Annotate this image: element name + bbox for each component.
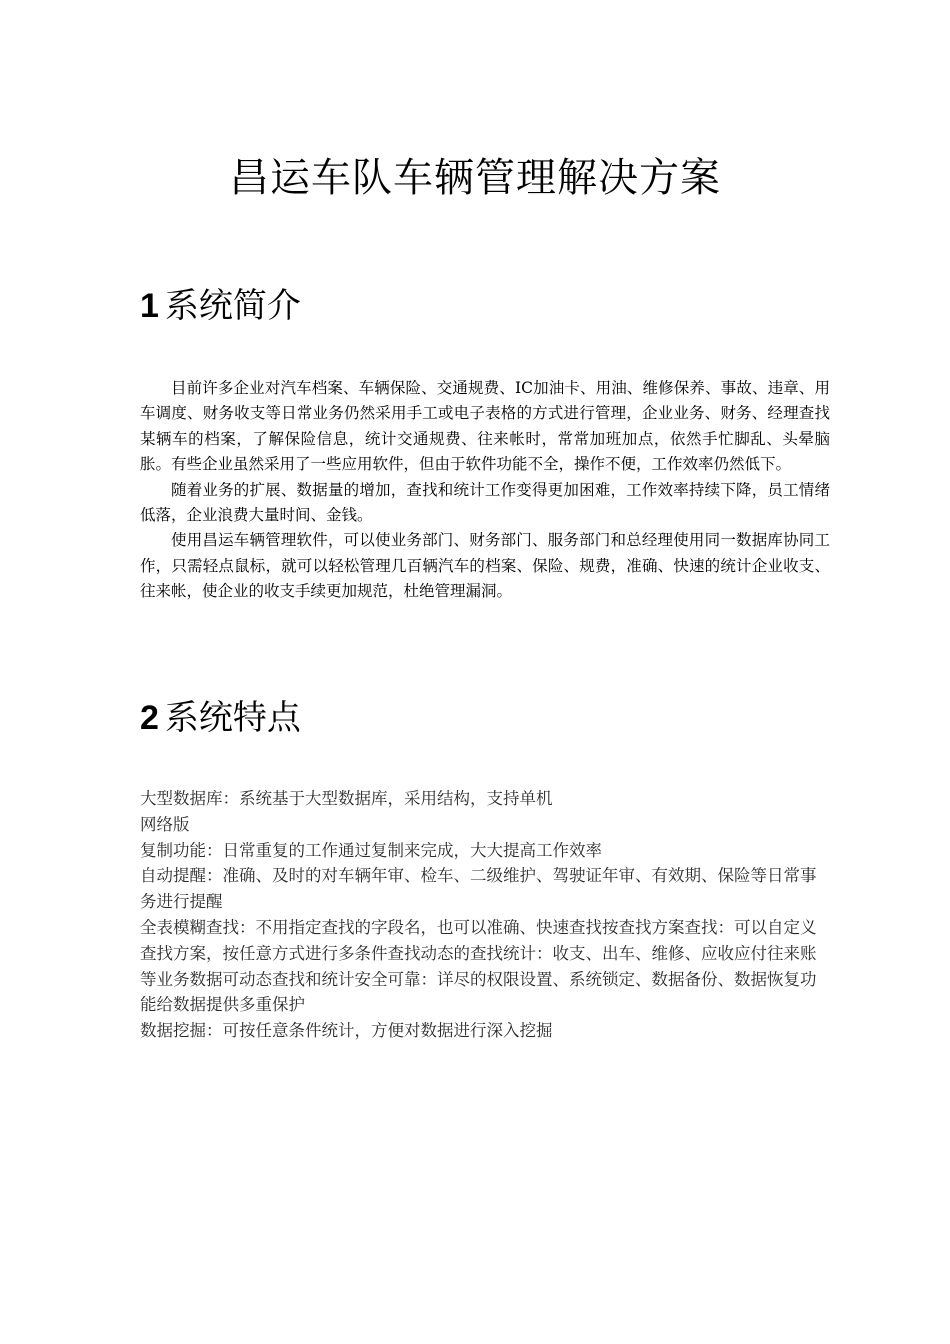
section-title: 系统特点	[164, 698, 301, 738]
section-heading-features	[140, 694, 301, 742]
feature-item: 数据挖掘：可按任意条件统计，方便对数据进行深入挖掘	[140, 1021, 553, 1041]
intro-paragraph: 目前许多企业对汽车档案、车辆保险、交通规费、IC加油卡、用油、维修保养、事故、违章、用车调度、财务收支等日常业务仍然采用手工或电子表格的方式进行管理，企业业务、财务、经理查找某辆车的档案，了解保险信息，统计交通规费、往来帐时，常常加班加点，依然手忙脚乱、头晕脑胀。有些企业虽然采用了一些应用软件，但由于软件功能不全，操作不便，工作效率仍然低下。	[140, 379, 830, 474]
feature-item: 复制功能：日常重复的工作通过复制来完成，大大提高工作效率	[140, 840, 602, 860]
section-number: 1	[140, 287, 159, 325]
intro-paragraph: 随着业务的扩展、数据量的增加，查找和统计工作变得更加困难，工作效率持续下降，员工情绪低落，企业浪费大量时间、金钱。	[140, 480, 830, 525]
feature-item: 网络版	[140, 814, 190, 834]
section-title: 系统简介	[164, 286, 301, 326]
intro-body	[140, 376, 830, 605]
section-number: 2	[140, 699, 159, 737]
feature-item: 全表模糊查找：不用指定查找的字段名，也可以准确、快速查找按查找方案查找：可以自定义查找方案，按任意方式进行多条件查找动态的查找统计：收支、出车、维修、应收应付往来账等业务数据可动态查找和统计安全可靠：详尽的权限设置、系统锁定、数据备份、数据恢复功能给数据提供多重保护	[140, 917, 817, 1015]
document-title: 昌运车队车辆管理解决方案	[229, 155, 721, 201]
feature-item: 大型数据库：系统基于大型数据库，采用结构，支持单机	[140, 789, 553, 808]
feature-item: 自动提醒：准确、及时的对车辆年审、检车、二级维护、驾驶证年审、有效期、保险等日常事务进行提醒	[140, 866, 817, 912]
intro-paragraph: 使用昌运车辆管理软件，可以使业务部门、财务部门、服务部门和总经理使用同一数据库协同工作，只需轻点鼠标，就可以轻松管理几百辆汽车的档案、保险、规费，准确、快速的统计企业收支、往来帐，使企业的收支手续更加规范，杜绝管理漏洞。	[140, 531, 830, 601]
features-list	[140, 786, 830, 1044]
section-heading-intro	[140, 282, 301, 330]
